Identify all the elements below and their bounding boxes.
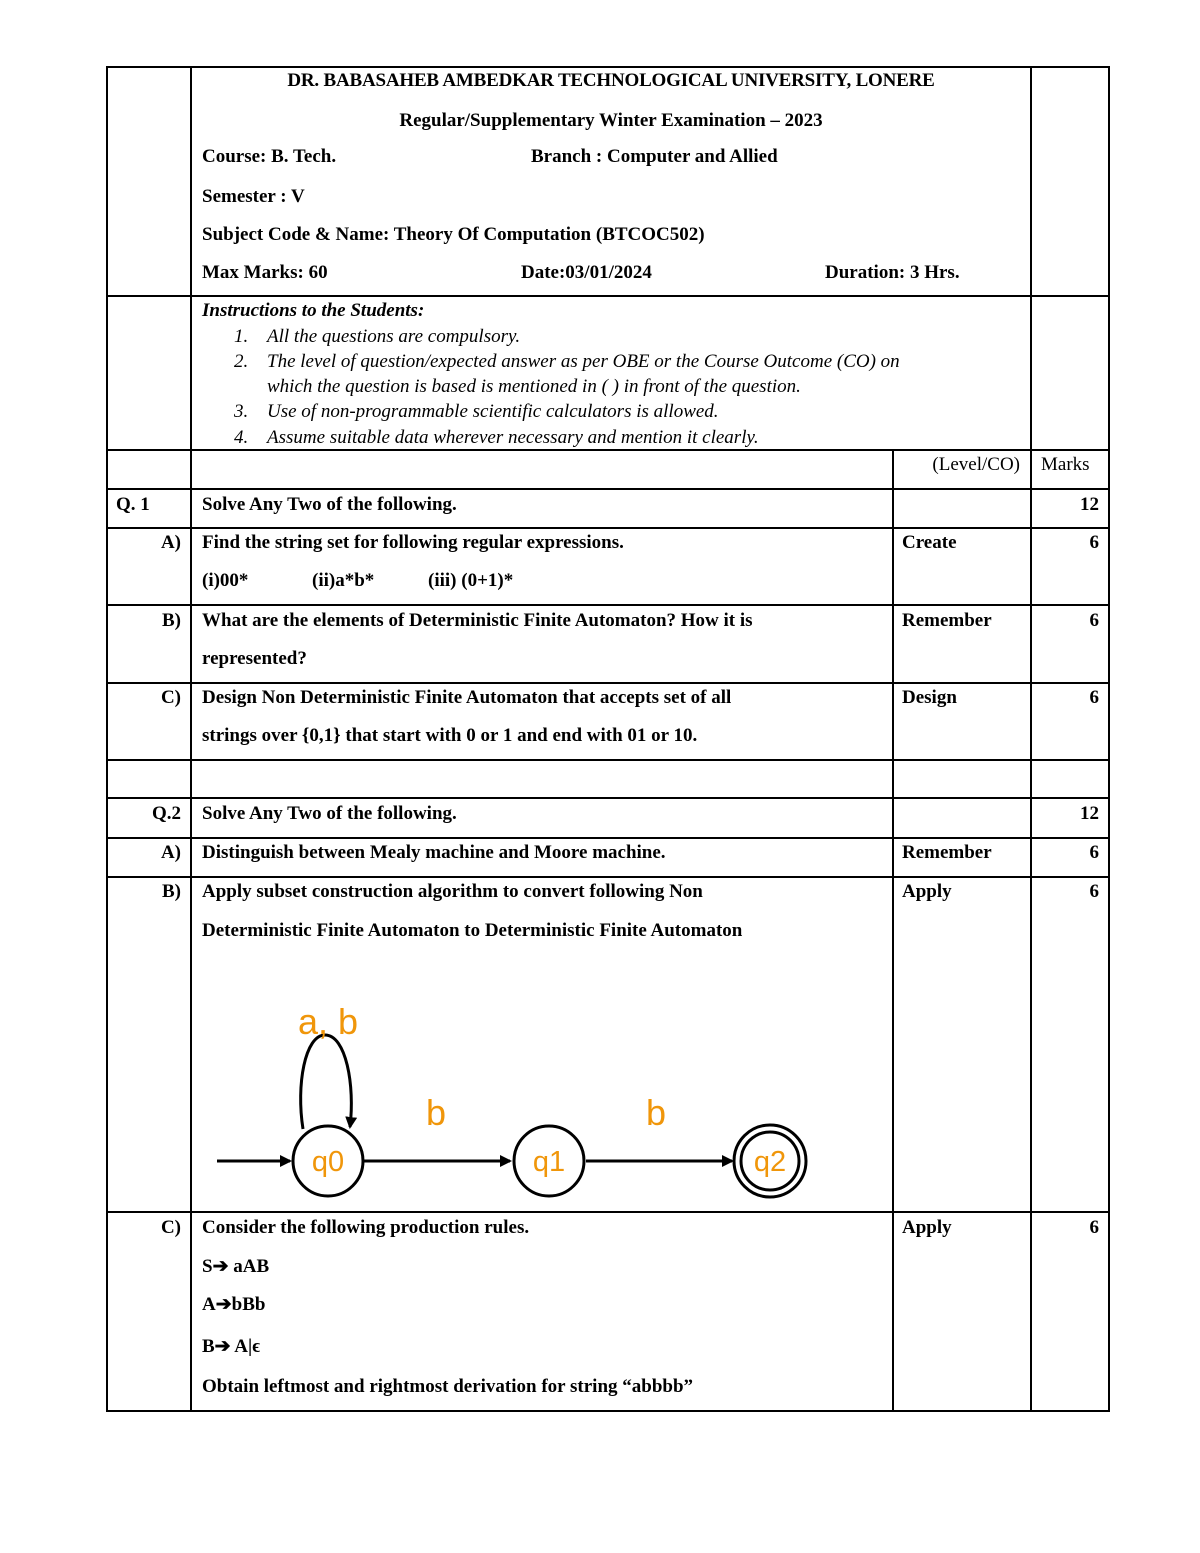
- q1c-marks: 6: [1089, 687, 1099, 708]
- instruction-num-4: 4.: [234, 427, 249, 448]
- state-q2-label: q2: [753, 1146, 787, 1178]
- q2c-rule-3: B➔ A|ϵ: [202, 1336, 261, 1357]
- q2a-text: Distinguish between Mealy machine and Moore machine.: [202, 842, 666, 863]
- q2c-marks: 6: [1089, 1217, 1099, 1238]
- instruction-num-1: 1.: [234, 326, 249, 347]
- table-rule-q2a: [106, 876, 1110, 878]
- q2c-text-2: Obtain leftmost and rightmost derivation for string “abbbb”: [202, 1376, 694, 1397]
- q2c-label: C): [160, 1217, 181, 1238]
- table-col-divider-3: [1030, 66, 1032, 1412]
- table-rule-q1a: [106, 604, 1110, 606]
- q1c-text-2: strings over {0,1} that start with 0 or 1 and end with 01 or 10.: [202, 725, 698, 746]
- semester: Semester : V: [202, 186, 305, 207]
- q2b-label: B): [162, 881, 181, 902]
- q2a-label: A): [160, 842, 181, 863]
- instruction-num-2: 2.: [234, 351, 249, 372]
- q2c-level: Apply: [902, 1217, 952, 1238]
- q1b-text-1: What are the elements of Deterministic Finite Automaton? How it is: [202, 610, 753, 631]
- q1a-regex-2: (ii)a*b*: [312, 570, 375, 591]
- instruction-text-4: Assume suitable data wherever necessary and mention it clearly.: [267, 427, 759, 448]
- table-rule-q1b: [106, 682, 1110, 684]
- table-col-divider-1: [190, 66, 192, 1412]
- branch: Branch : Computer and Allied: [531, 146, 778, 167]
- q2c-rule-1: S➔ aAB: [202, 1256, 270, 1277]
- q1-marks: 12: [1080, 494, 1099, 515]
- q2b-text-1: Apply subset construction algorithm to convert following Non: [202, 881, 703, 902]
- exam-date: Date:03/01/2024: [521, 262, 652, 283]
- table-border-top: [106, 66, 1110, 68]
- q1-title: Solve Any Two of the following.: [202, 494, 457, 515]
- table-rule-q1: [106, 527, 1110, 529]
- q1a-regex-3: (iii) (0+1)*: [428, 570, 514, 591]
- edge1-label: b: [425, 1092, 447, 1133]
- course: Course: B. Tech.: [202, 146, 337, 167]
- table-rule-columns: [106, 488, 1110, 490]
- q1c-text-1: Design Non Deterministic Finite Automaton that accepts set of all: [202, 687, 732, 708]
- q1a-label: A): [160, 532, 181, 553]
- column-header-marks: Marks: [1041, 454, 1090, 475]
- q2c-rule-2: A➔bBb: [202, 1294, 266, 1315]
- loop-label: a, b: [297, 1001, 359, 1042]
- q1-number: Q. 1: [116, 494, 150, 515]
- q2b-text-2: Deterministic Finite Automaton to Deterministic Finite Automaton: [202, 920, 743, 941]
- q1a-level: Create: [902, 532, 957, 553]
- q1b-level: Remember: [902, 610, 992, 631]
- instructions-title: Instructions to the Students:: [202, 300, 425, 321]
- q1b-label: B): [162, 610, 181, 631]
- instruction-text-2: The level of question/expected answer as per OBE or the Course Outcome (CO) on: [267, 351, 900, 372]
- university-name: DR. BABASAHEB AMBEDKAR TECHNOLOGICAL UNIVERSITY, LONERE: [287, 70, 935, 91]
- column-header-level: (Level/CO): [932, 454, 1020, 475]
- q1a-marks: 6: [1089, 532, 1099, 553]
- q1b-text-2: represented?: [202, 648, 307, 669]
- q2b-marks: 6: [1089, 881, 1099, 902]
- q2-marks: 12: [1080, 803, 1099, 824]
- q2-title: Solve Any Two of the following.: [202, 803, 457, 824]
- table-border-left: [106, 66, 108, 1412]
- duration: Duration: 3 Hrs.: [825, 262, 960, 283]
- nfa-diagram: [200, 990, 820, 1205]
- table-rule-q1c: [106, 759, 1110, 761]
- state-q0-label: q0: [311, 1146, 345, 1178]
- q2b-level: Apply: [902, 881, 952, 902]
- table-rule-blank: [106, 797, 1110, 799]
- exam-title: Regular/Supplementary Winter Examination – 2023: [399, 110, 823, 131]
- q1c-label: C): [160, 687, 181, 708]
- table-border-right: [1108, 66, 1110, 1412]
- edge2-label: b: [645, 1092, 667, 1133]
- instruction-num-3: 3.: [234, 401, 249, 422]
- max-marks: Max Marks: 60: [202, 262, 328, 283]
- q2-number: Q.2: [151, 803, 181, 824]
- table-rule-q2b: [106, 1211, 1110, 1213]
- table-border-bottom: [106, 1410, 1110, 1412]
- table-rule-instructions: [106, 449, 1110, 451]
- instruction-text-3: Use of non-programmable scientific calculators is allowed.: [267, 401, 719, 422]
- table-rule-q2: [106, 837, 1110, 839]
- instruction-text-1: All the questions are compulsory.: [267, 326, 521, 347]
- table-col-divider-2: [892, 449, 894, 1412]
- q2a-marks: 6: [1089, 842, 1099, 863]
- self-loop-q0: [301, 1035, 352, 1129]
- q1a-regex-1: (i)00*: [202, 570, 249, 591]
- subject: Subject Code & Name: Theory Of Computation (BTCOC502): [202, 224, 705, 245]
- q2a-level: Remember: [902, 842, 992, 863]
- q1a-text: Find the string set for following regular expressions.: [202, 532, 624, 553]
- table-rule-header: [106, 295, 1110, 297]
- instruction-text-2-cont: which the question is based is mentioned in ( ) in front of the question.: [267, 376, 801, 397]
- q1b-marks: 6: [1089, 610, 1099, 631]
- state-q1-label: q1: [532, 1146, 566, 1178]
- q2c-text-1: Consider the following production rules.: [202, 1217, 530, 1238]
- q1c-level: Design: [902, 687, 957, 708]
